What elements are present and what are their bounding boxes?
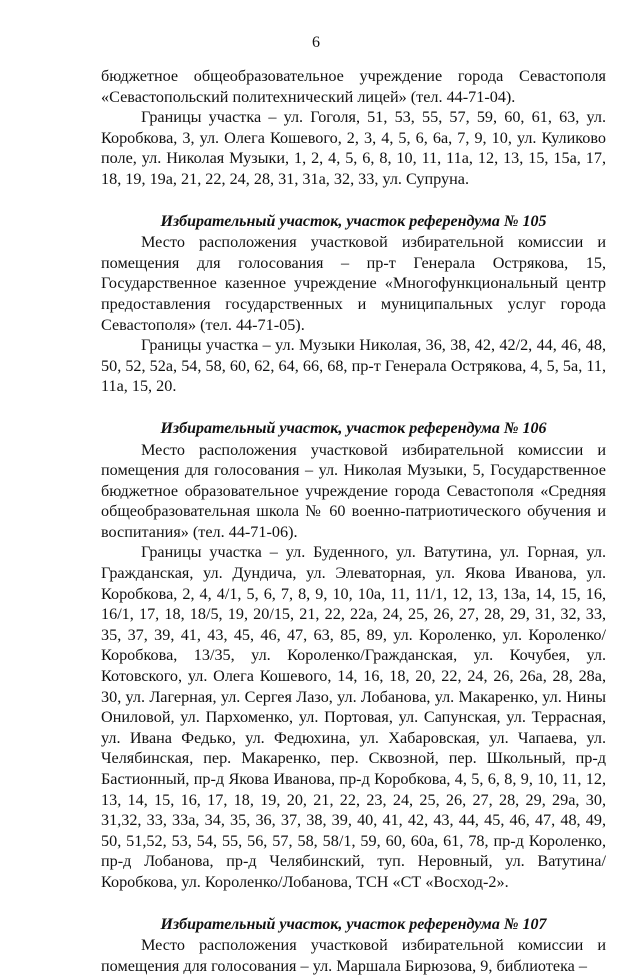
- polling-station-107: [101, 915, 606, 976]
- section-location: Место расположения участковой избирательной комиссии и помещения для голосования – ул. Маршала Бирюзова, 9, библиотека –: [101, 936, 606, 975]
- section-gap: [101, 397, 606, 419]
- section-location: Место расположения участковой избирательной комиссии и помещения для голосования – ул. Николая Музыки, 5, Государственное бюджетное образовательное учреждение города Севастополя «Средняя общеобразовательная школа № 60 военно-патриотического обучения и воспитания» (тел. 44-71-06).: [101, 440, 606, 541]
- page-number: 6: [312, 34, 320, 51]
- section-boundaries: Границы участка – ул. Буденного, ул. Ватутина, ул. Горная, ул. Гражданская, ул. Дундича, ул. Элеваторная, ул. Якова Иванова, ул. Коробкова, 2, 4, 4/1, 5, 6, 7, 8, 9, 10, 10а, 11, 11/1, 12, 13, 13а, 14, 15, 16, 16/1, 17, 18, 18/5, 19, 20/15, 21, 22, 22а, 24, 25, 26, 27, 28, 29, 31, 32, 33, 35, 37, 39, 41, 43, 45, 46, 47, 63, 85, 89, ул. Короленко, ул. Короленко/Коробкова, 13/35, ул. Короленко/Гражданская, ул. Кочубея, ул. Котовского, ул. Олега Кошевого, 14, 16, 18, 20, 22, 24, 26, 26а, 28, 28а, 30, ул. Лагерная, ул. Сергея Лазо, ул. Лобанова, ул. Макаренко, ул. Нины Ониловой, ул. Пархоменко, ул. Портовая, ул. Сапунская, ул. Террасная, ул. Ивана Федько, ул. Федюхина, ул. Хабаровская, ул. Чапаева, ул. Челябинская, пер. Макаренко, пер. Сквозной, пер. Школьный, пр-д Бастионный, пр-д Якова Иванова, пр-д Коробкова, 4, 5, 6, 8, 9, 10, 11, 12, 13, 14, 15, 16, 17, 18, 19, 20, 21, 22, 23, 24, 25, 26, 27, 28, 29, 29а, 30, 31,32, 33, 33а, 34, 35, 36, 37, 38, 39, 40, 41, 42, 43, 44, 45, 46, 47, 48, 49, 50, 51,52, 53, 54, 55, 56, 57, 58, 58/1, 59, 60, 60а, 61, 78, пр-д Короленко, пр-д Лобанова, пр-д Челябинский, туп. Неровный, ул. Ватутина/Коробкова, ул. Короленко/Лобанова, ТСН «СТ «Восход-2».: [101, 543, 606, 891]
- document-body: [101, 66, 606, 976]
- section-heading: Избирательный участок, участок референдума № 107: [160, 915, 547, 933]
- intro-continuation: бюджетное общеобразовательное учреждение города Севастополя «Севастопольский политехнический лицей» (тел. 44-71-04).: [101, 67, 606, 106]
- polling-station-105: [101, 212, 606, 397]
- section-location: Место расположения участковой избирательной комиссии и помещения для голосования – пр-т Генерала Острякова, 15, Государственное казенное учреждение «Многофункциональный центр предоставления государственных и муниципальных услуг города Севастополя» (тел. 44-71-05).: [101, 233, 606, 334]
- section-gap: [101, 893, 606, 915]
- polling-station-106: [101, 419, 606, 893]
- section-heading: Избирательный участок, участок референдума № 106: [160, 419, 547, 437]
- section-heading: Избирательный участок, участок референдума № 105: [160, 212, 547, 230]
- section-boundaries: Границы участка – ул. Музыки Николая, 36, 38, 42, 42/2, 44, 46, 48, 50, 52, 52а, 54, 58, 60, 62, 64, 66, 68, пр-т Генерала Острякова, 4, 5, 5а, 11, 11а, 15, 20.: [101, 336, 606, 396]
- section-gap: [101, 190, 606, 212]
- intro-boundaries: Границы участка – ул. Гоголя, 51, 53, 55, 57, 59, 60, 61, 63, ул. Коробкова, 3, ул. Олега Кошевого, 2, 3, 4, 5, 6, 6а, 7, 9, 10, ул. Куликово поле, ул. Николая Музыки, 1, 2, 4, 5, 6, 8, 10, 11, 11а, 12, 13, 15, 15а, 17, 18, 19, 19а, 21, 22, 24, 28, 31, 31а, 32, 33, ул. Супруна.: [101, 108, 606, 188]
